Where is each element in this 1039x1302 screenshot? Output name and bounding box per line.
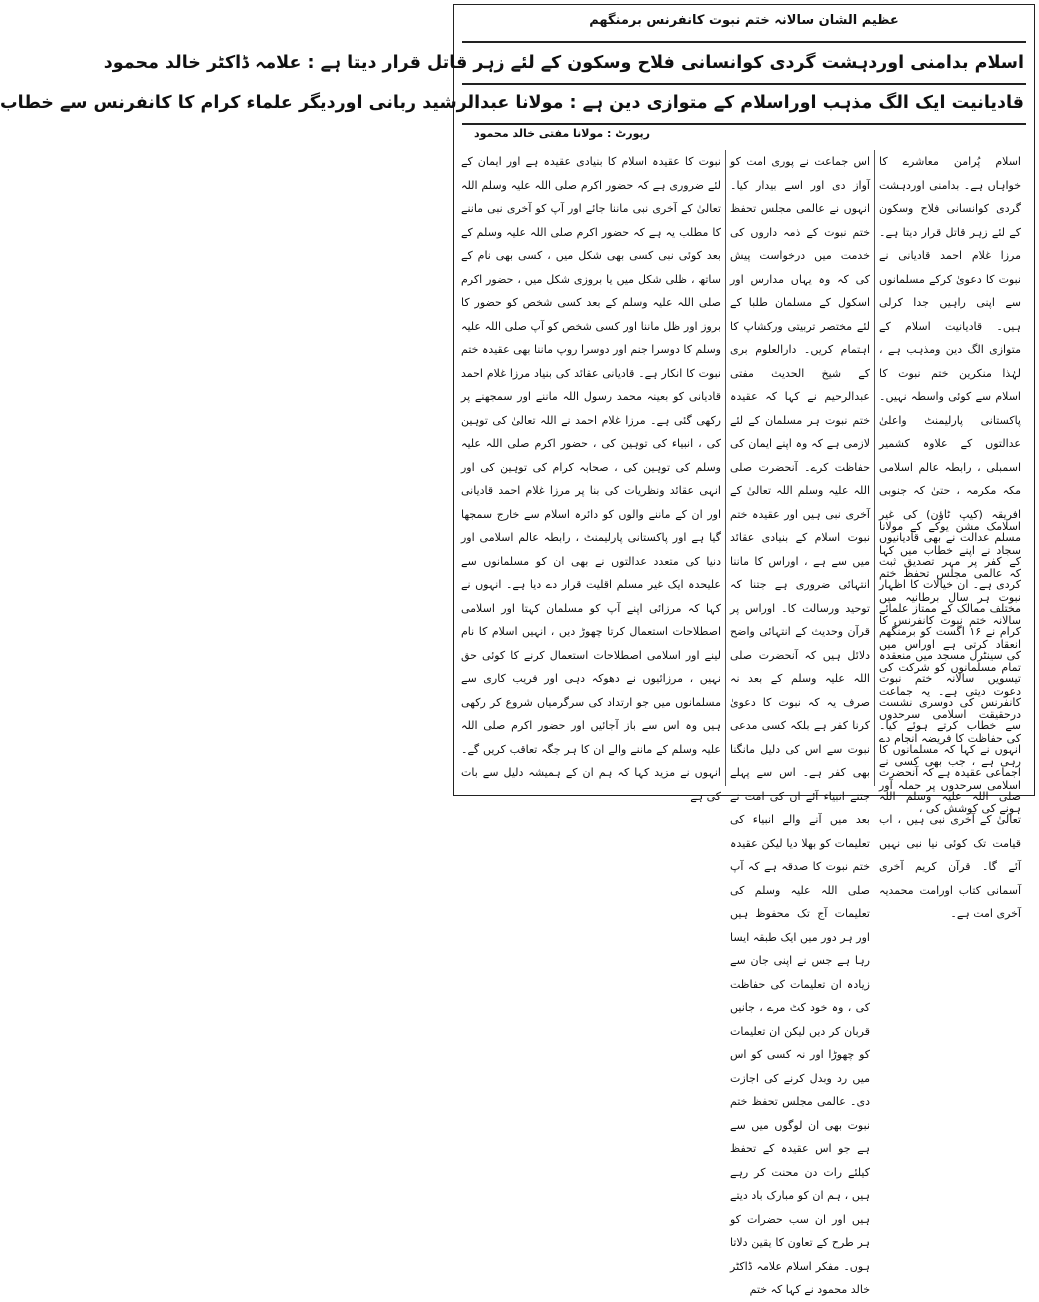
column-right-paragraph-2: اسلامک مشن یوکے کے مولانا سجاد نے اپنے خطاب میں کہا کہ عالمی مجلس تحفظ ختم نبوت ہر سال برطانیہ میں سالانہ ختم نبوت کانفرنس کا انعقاد کرتی ہے اوراس میں تمام مسلمانوں کو شرکت کی دعوت دیتی ہے۔ یہ جماعت درحقیقت اسلامی سرحدوں کی حفاظت کا فریضہ انجام دے رہی ہے ، جب بھی کسی نے اسلامی سرحدوں پر حملہ آور ہونے کی کوشش کی ، bbox=[879, 520, 1021, 815]
conference-kicker: عظیم الشان سالانہ ختم نبوت کانفرنس برمنگھم bbox=[589, 13, 899, 28]
divider-line bbox=[462, 41, 1026, 43]
main-headline: اسلام بدامنی اوردہشت گردی کوانسانی فلاح وسکون کے لئے زہر قاتل قرار دیتا ہے : علامہ ڈاکٹر خالد محمود bbox=[103, 53, 1024, 73]
divider-line bbox=[462, 83, 1026, 85]
article-column-left bbox=[457, 150, 725, 803]
sub-headline: قادیانیت ایک الگ مذہب اوراسلام کے متوازی دین ہے : مولانا عبدالرشید ربانی اوردیگر علماء کرام کا کانفرنس سے خطاب bbox=[0, 93, 1024, 113]
column-right-paragraph-1: اسلام پُرامن معاشرے کا خواہاں ہے۔ بدامنی اوردہشت گردی کوانسانی فلاح وسکون کے لئے زہر قاتل قرار دیتا ہے۔ مرزا غلام احمد قادیانی نے نبوت کا دعویٰ کرکے مسلمانوں سے اپنی راہیں جدا کرلی ہیں۔ قادیانیت اسلام کے متوازی الگ دین ومذہب ہے ، لہٰذا منکرین ختم نبوت کا اسلام سے کوئی واسطہ نہیں۔ پاکستانی پارلیمنٹ واعلیٰ عدالتوں کے علاوہ کشمیر اسمبلی ، رابطہ عالم اسلامی مکہ مکرمہ ، حتیٰ کہ جنوبی افریقہ (کیپ ٹاؤن) کی غیر مسلم عدالت نے بھی قادیانیوں کے کفر پر مہر تصدیق ثبت کردی ہے۔ ان خیالات کا اظہار مختلف ممالک کے ممتاز علمائے کرام نے ۱۶ اگست کو برمنگھم کی سینٹرل مسجد میں منعقدہ تیسویں سالانہ ختم نبوت کانفرنس کی دوسری نشست سے خطاب کرتے ہوئے کیا۔ انہوں نے کہا کہ مسلمانوں کا اجماعی عقیدہ ہے کہ آنحضرت صلی اللہ علیہ وسلم اللہ تعالیٰ کے آخری نبی ہیں ، اب قیامت تک کوئی نیا نبی نہیں آئے گا۔ قرآن کریم آخری آسمانی کتاب اورامت محمدیہ آخری امت ہے۔ bbox=[879, 155, 1021, 920]
column-left-text: نبوت کا عقیدہ اسلام کا بنیادی عقیدہ ہے اور ایمان کے لئے ضروری ہے کہ حضور اکرم صلی اللہ علیہ وسلم اللہ تعالیٰ کے آخری نبی ماننا جائے اور آپ کو آخری نبی ماننے کا مطلب یہ ہے کہ حضور اکرم صلی اللہ علیہ وسلم کے بعد کوئی نبی کسی بھی شکل میں ، کسی بھی نام کے ساتھ ، ظلی شکل میں یا بروزی شکل میں ، حضور اکرم صلی اللہ علیہ وسلم کے بعد کسی شخص کو حضور کا بروز اور ظل ماننا اور کسی شخص کو آپ صلی اللہ علیہ وسلم کا دوسرا جنم اور دوسرا روپ ماننا بھی عقیدہ ختم نبوت کا انکار ہے۔ قادیانی عقائد کی بنیاد مرزا غلام احمد قادیانی کو بعینہ محمد رسول اللہ ماننے اور سمجھنے پر رکھی گئی ہے۔ مرزا غلام احمد نے اللہ تعالیٰ کی توہین کی ، انبیاء کی توہین کی ، حضور اکرم صلی اللہ علیہ وسلم کی توہین کی ، صحابہ کرام کی توہین کی اور انہی عقائد ونظریات کی بنا پر مرزا غلام احمد قادیانی اور ان کے ماننے والوں کو دائرہ اسلام سے خارج سمجھا گیا ہے اور پاکستانی پارلیمنٹ ، رابطہ عالم اسلامی اور دنیا کی متعدد عدالتوں نے بھی ان کو مسلمانوں سے علیحدہ ایک غیر مسلم اقلیت قرار دے دیا ہے۔ انہوں نے کہا کہ مرزائی اپنے آپ کو مسلمان کہتا اور اسلامی اصطلاحات استعمال کرتا چھوڑ دیں ، انہیں اسلام کا نام لینے اور اسلامی اصطلاحات استعمال کرنے کا کوئی حق نہیں ، مرزائیوں نے دھوکہ دہی اور فریب کاری سے مسلمانوں میں جو ارتداد کی سرگرمیاں شروع کر رکھی ہیں وہ اس سے باز آجائیں اور حضور اکرم صلی اللہ علیہ وسلم کے ماننے والے ان کا ہر جگہ تعاقب کریں گے۔ انہوں نے مزید کہا کہ ہم ان کے ہمیشہ دلیل سے بات کی ہے bbox=[461, 155, 721, 803]
article-column-middle bbox=[725, 150, 875, 1296]
divider-line bbox=[462, 123, 1026, 125]
article-column-right bbox=[875, 150, 1025, 920]
report-byline: رپورٹ : مولانا مفتی خالد محمود bbox=[474, 127, 650, 140]
column-middle-text: اس جماعت نے پوری امت کو آواز دی اور اسے بیدار کیا۔ انہوں نے عالمی مجلس تحفظ ختم نبوت کے ذمہ داروں کی خدمت میں درخواست پیش کی کہ وہ یہاں مدارس اور اسکول کے مسلمان طلبا کے لئے مختصر تربیتی ورکشاپ کا اہتمام کریں۔ دارالعلوم بری کے شیخ الحدیث مفتی عبدالرحیم نے کہا کہ عقیدہ ختم نبوت ہر مسلمان کے لئے لازمی ہے کہ وہ اپنے ایمان کی حفاظت کرے۔ آنحضرت صلی اللہ علیہ وسلم اللہ تعالیٰ کے آخری نبی ہیں اور عقیدہ ختم نبوت اسلام کے بنیادی عقائد میں سے ہے ، اوراس کا ماننا انتہائی ضروری ہے جتنا کہ توحید ورسالت کا۔ اوراس پر قرآن وحدیث کے انتہائی واضح دلائل ہیں کہ آنحضرت صلی اللہ علیہ وسلم کے بعد نہ صرف یہ کہ نبوت کا دعویٰ کرنا کفر ہے بلکہ کسی مدعی نبوت سے اس کی دلیل مانگنا بھی کفر ہے۔ اس سے پہلے جتنے انبیاء آئے ان کی امت نے بعد میں آنے والے انبیاء کی تعلیمات کو بھلا دیا لیکن عقیدہ ختم نبوت کا صدقہ ہے کہ آپ صلی اللہ علیہ وسلم کی تعلیمات آج تک محفوظ ہیں اور ہر دور میں ایک طبقہ ایسا رہا ہے جس نے اپنی جان سے زیادہ ان تعلیمات کی حفاظت کی ، وہ خود کٹ مرے ، جانیں قربان کر دیں لیکن ان تعلیمات کو چھوڑا اور نہ کسی کو اس میں رد وبدل کرنے کی اجازت دی۔ عالمی مجلس تحفظ ختم نبوت بھی ان لوگوں میں سے ہے جو اس عقیدہ کے تحفظ کیلئے رات دن محنت کر رہے ہیں ، ہم ان کو مبارک باد دیتے ہیں اور ان سب حضرات کو ہر طرح کے تعاون کا یقین دلاتا ہوں۔ مفکر اسلام علامہ ڈاکٹر خالد محمود نے کہا کہ ختم bbox=[730, 155, 870, 1296]
